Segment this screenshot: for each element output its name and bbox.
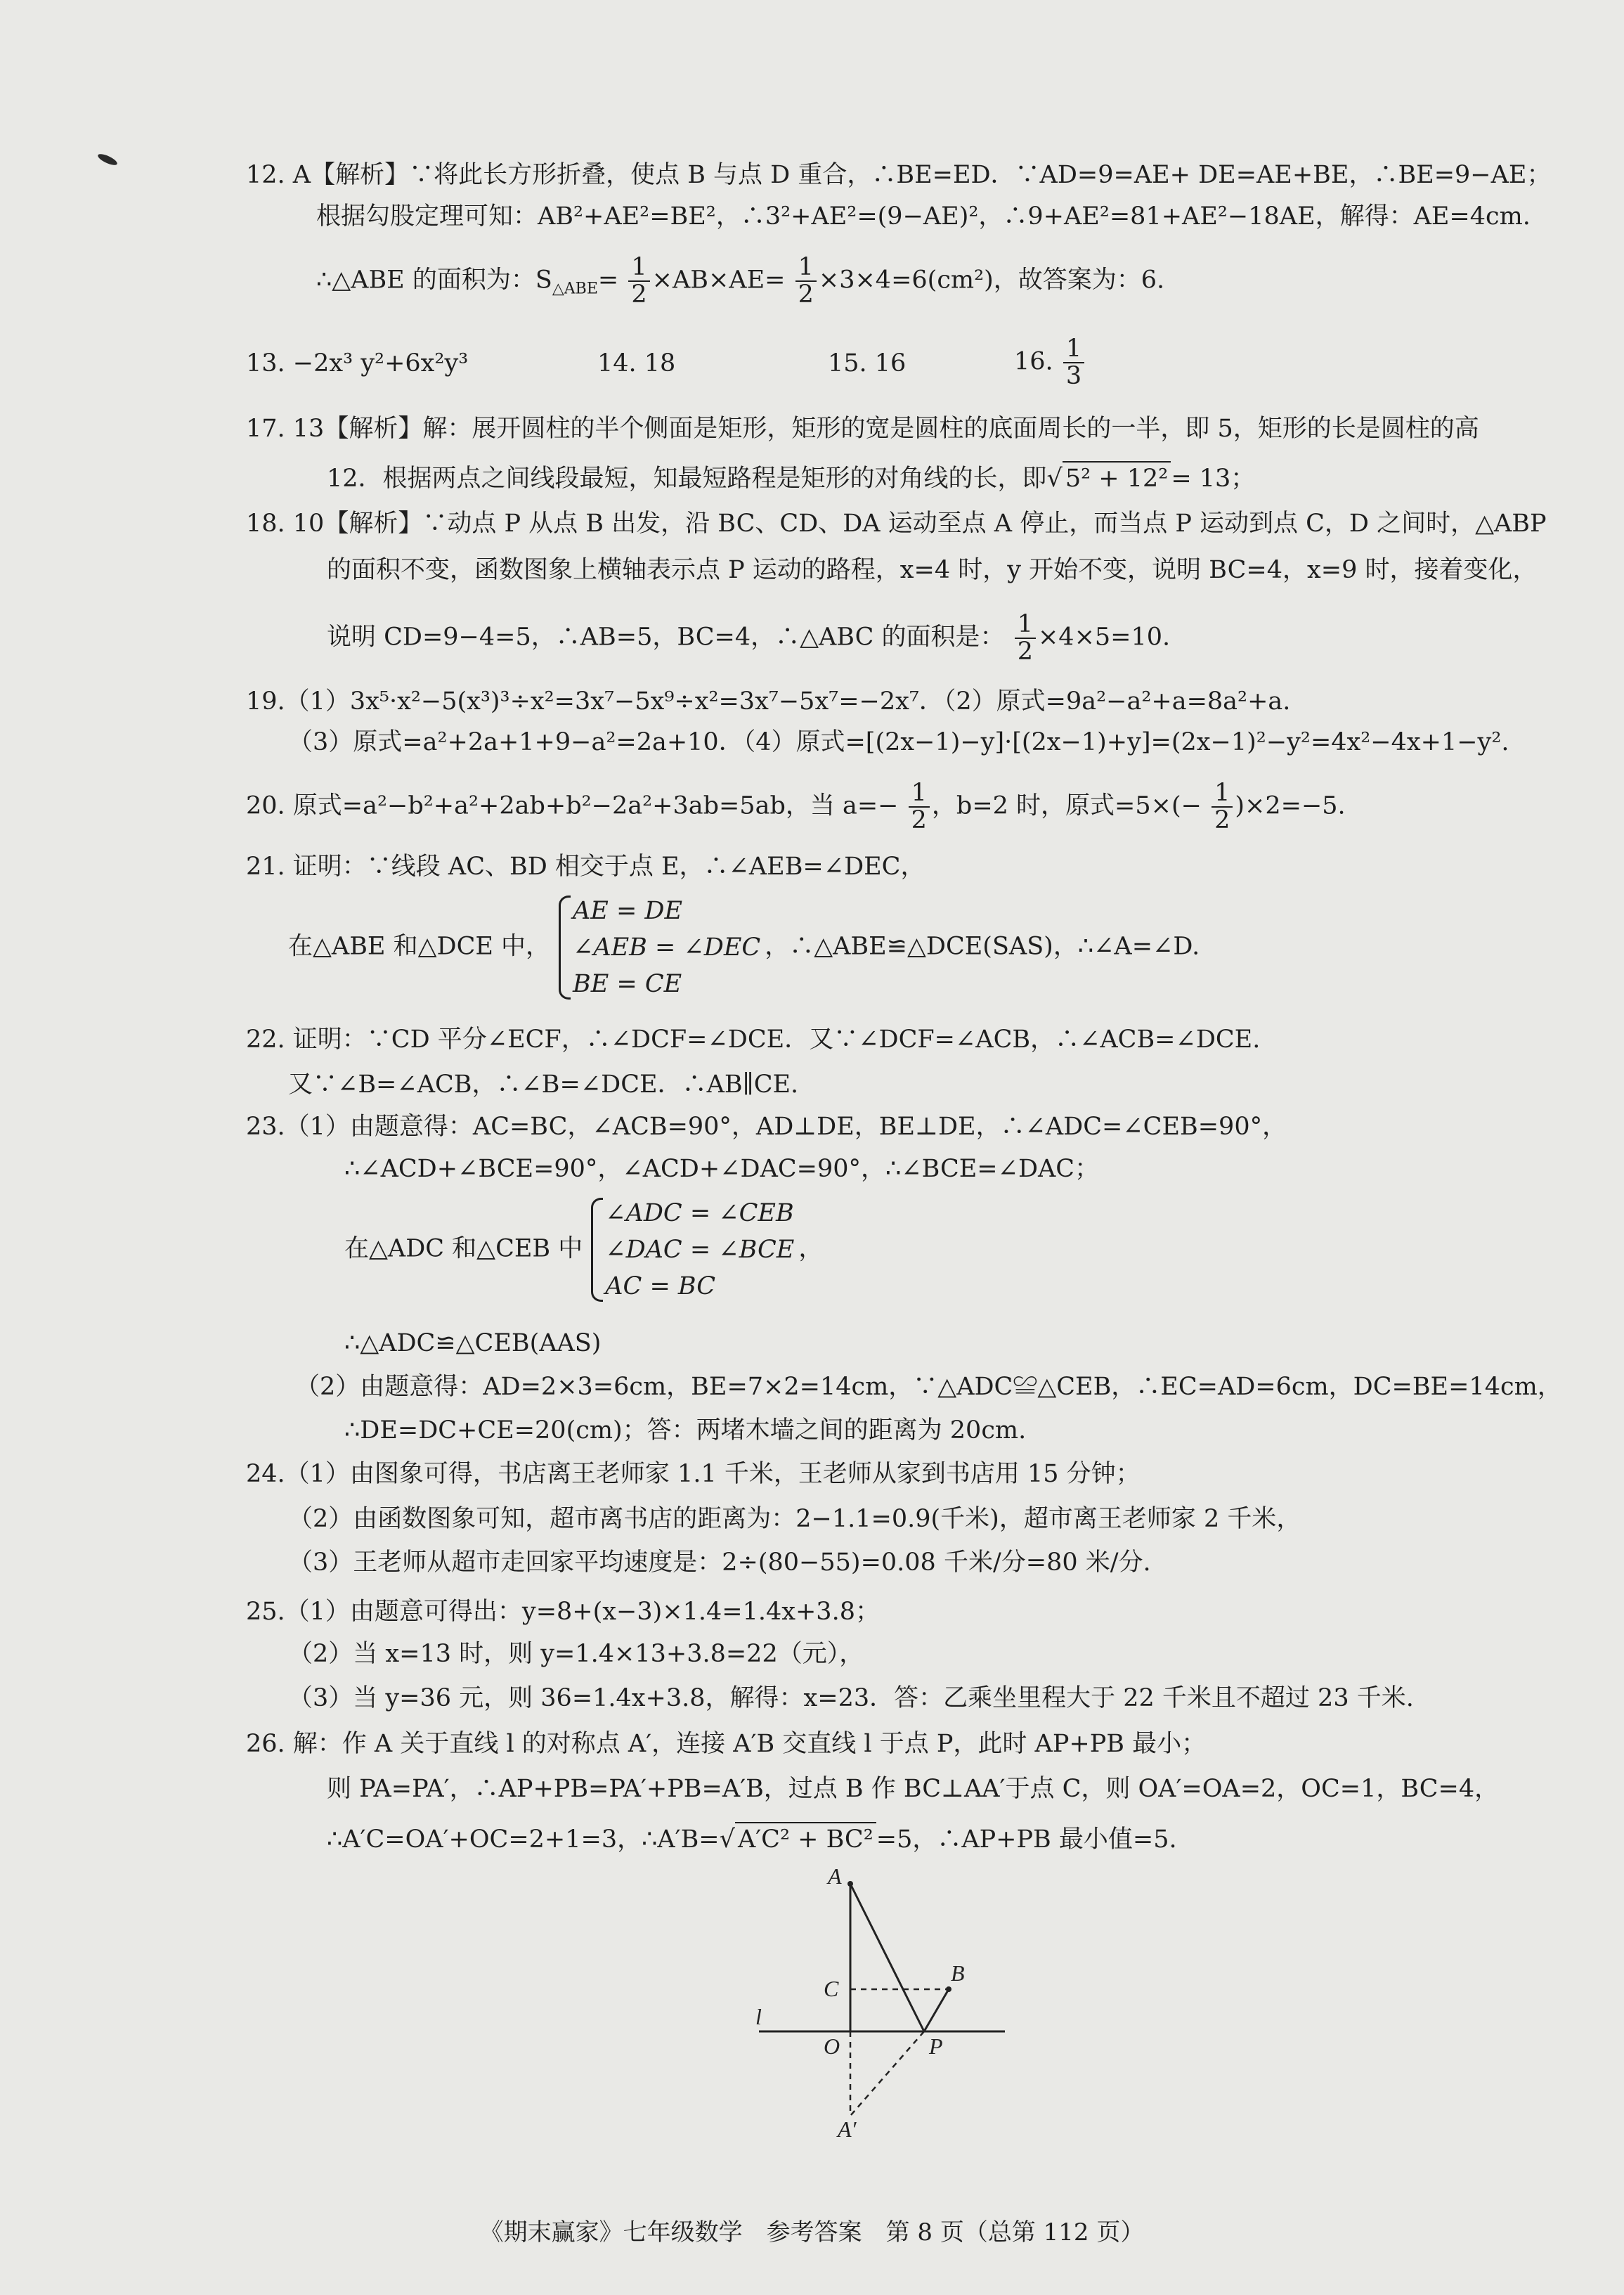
answer-26-line-3: ∴A′C=OA′+OC=2+1=3，∴A′B=√ A′C² + BC² =5，∴AP+PB 最小值=5.: [327, 1822, 1177, 1856]
fraction: [1063, 336, 1084, 389]
condition: ∠DAC = ∠BCE: [605, 1236, 795, 1264]
answer-25-line-3: （3）当 y=36 元，则 36=1.4x+3.8，解得：x=23．答：乙乘坐里程大于 22 千米且不超过 23 千米.: [288, 1684, 1414, 1712]
answer-12-line-1: 12. A【解析】∵将此长方形折叠，使点 B 与点 D 重合，∴BE=ED．∵AD=9=AE+ DE=AE+BE，∴BE=9−AE；: [246, 161, 1552, 189]
fraction: [628, 254, 649, 308]
text-segment: 说明 CD=9−4=5，∴AB=5，BC=4，∴△ABC 的面积是：: [327, 623, 1005, 652]
subscript: △ABE: [552, 280, 598, 298]
text-segment: ×4×5=10.: [1037, 623, 1171, 652]
numerator: 1: [1063, 336, 1084, 363]
denominator: 2: [631, 280, 647, 309]
segment-PB: [924, 1989, 949, 2031]
answer-23-line-4: ∴△ADC≌△CEB(AAS): [344, 1329, 602, 1357]
label-C: C: [824, 1976, 839, 2001]
answer-15: 15. 16: [828, 349, 907, 377]
text-segment: 16.: [1014, 347, 1053, 376]
answer-18-line-2: 的面积不变，函数图象上横轴表示点 P 运动的路程，x=4 时，y 开始不变，说明 BC=4，x=9 时，接着变化，: [327, 556, 1538, 584]
text-segment: =: [597, 266, 619, 295]
point-A: [847, 1881, 853, 1887]
label-P: P: [929, 2034, 943, 2059]
fraction: [795, 254, 817, 308]
answer-19-line-2: （3）原式=a²+2a+1+9−a²=2a+10．（4）原式=[(2x−1)−y]·[(2x−1)+y]=(2x−1)²−y²=4x²−4x+1−y².: [288, 728, 1509, 756]
text-segment: = 13；: [1171, 465, 1256, 493]
text-segment: ，b=2 时，原式=5×(−: [931, 791, 1202, 820]
answer-24-line-3: （3）王老师从超市走回家平均速度是：2÷(80−55)=0.08 千米/分=80 米/分.: [288, 1549, 1151, 1577]
answer-22-line-2: 又∵∠B=∠ACB，∴∠B=∠DCE．∴AB∥CE.: [288, 1071, 799, 1099]
page-footer: 《期末赢家》七年级数学 参考答案 第 8 页（总第 112 页）: [479, 2218, 1145, 2246]
answer-17-line-2: 12．根据两点之间线段最短，知最短路程是矩形的对角线的长，即√ 5² + 12² = 13；: [327, 461, 1255, 495]
label-B: B: [951, 1960, 965, 1986]
text-segment: ×AB×AE=: [651, 266, 786, 295]
answer-14: 14. 18: [597, 349, 676, 377]
fraction: [909, 780, 930, 834]
answer-22-line-1: 22. 证明：∵CD 平分∠ECF，∴∠DCF=∠DCE．又∵∠DCF=∠ACB，∴∠ACB=∠DCE.: [246, 1026, 1261, 1054]
text-segment: ×3×4=6(cm²)，故答案为：6.: [818, 266, 1165, 295]
segment-PA-prime: [850, 2031, 924, 2116]
text-segment: =5，∴AP+PB 最小值=5.: [876, 1825, 1177, 1854]
denominator: 2: [1214, 806, 1230, 834]
answer-16: [1014, 336, 1086, 389]
answer-25-line-2: （2）当 x=13 时，则 y=1.4×13+3.8=22（元），: [288, 1640, 864, 1668]
numerator: 1: [909, 780, 930, 808]
condition: ∠ADC = ∠CEB: [605, 1199, 794, 1227]
answer-19-line-1: 19.（1）3x⁵·x²−5(x³)³÷x²=3x⁷−5x⁹÷x²=3x⁷−5x⁷=−2x⁷．（2）原式=9a²−a²+a=8a²+a.: [246, 687, 1291, 716]
point-B: [946, 1986, 951, 1992]
answer-12-line-3: [316, 254, 1164, 308]
text-segment: 12．根据两点之间线段最短，知最短路程是矩形的对角线的长，即: [327, 465, 1047, 493]
geometry-figure: [745, 1863, 1012, 2144]
text-segment: )×2=−5.: [1235, 791, 1346, 820]
denominator: 3: [1065, 361, 1082, 390]
equation-system: [587, 1195, 794, 1305]
answer-18-line-1: 18. 10【解析】∵动点 P 从点 B 出发，沿 BC、CD、DA 运动至点 A 停止，而当点 P 运动到点 C，D 之间时，△ABP: [246, 510, 1547, 538]
text-segment: ，: [798, 1234, 824, 1263]
answer-18-line-3: [327, 612, 1170, 665]
denominator: 2: [911, 806, 927, 834]
label-l: l: [755, 2004, 762, 2029]
numerator: 1: [1015, 612, 1036, 639]
text-segment: 在△ADC 和△CEB 中: [344, 1234, 583, 1263]
label-A-prime: A′: [838, 2116, 857, 2142]
answer-20: [246, 780, 1346, 834]
segment-AP: [850, 1884, 924, 2031]
denominator: 2: [1017, 637, 1033, 666]
answer-21-line-1: 21. 证明：∵线段 AC、BD 相交于点 E，∴∠AEB=∠DEC，: [246, 853, 925, 881]
answer-23-line-3: [344, 1195, 823, 1305]
text-segment: 在△ABE 和△DCE 中，: [288, 932, 551, 961]
numerator: 1: [628, 254, 649, 282]
numerator: 1: [1211, 780, 1233, 808]
text-segment: ，∴△ABE≌△DCE(SAS)，∴∠A=∠D.: [765, 932, 1200, 961]
numerator: 1: [795, 254, 817, 282]
answer-26-line-1: 26. 解：作 A 关于直线 l 的对称点 A′，连接 A′B 交直线 l 于点 P，此时 AP+PB 最小；: [246, 1730, 1207, 1758]
answer-24-line-1: 24.（1）由图象可得，书店离王老师家 1.1 千米，王老师从家到书店用 15 分钟；: [246, 1460, 1141, 1488]
condition: ∠AEB = ∠DEC: [573, 933, 761, 962]
answer-21-line-2: [288, 893, 1200, 1002]
answer-23-line-5: （2）由题意得：AD=2×3=6cm，BE=7×2=14cm，∵△ADC≌△CEB，∴EC=AD=6cm，DC=BE=14cm，: [295, 1373, 1562, 1401]
answer-23-line-2: ∴∠ACD+∠BCE=90°，∠ACD+∠DAC=90°，∴∠BCE=∠DAC；: [344, 1155, 1100, 1183]
condition: AC = BC: [605, 1272, 716, 1300]
answer-23-line-1: 23.（1）由题意得：AC=BC，∠ACB=90°，AD⊥DE，BE⊥DE，∴∠ADC=∠CEB=90°，: [246, 1113, 1287, 1141]
answer-24-line-2: （2）由函数图象可知，超市离书店的距离为：2−1.1=0.9(千米)，超市离王老师家 2 千米，: [288, 1505, 1301, 1533]
scan-mark: [96, 152, 118, 167]
answer-25-line-1: 25.（1）由题意可得出：y=8+(x−3)×1.4=1.4x+3.8；: [246, 1598, 880, 1626]
text-segment: ∴A′C=OA′+OC=2+1=3，∴A′B=: [327, 1825, 720, 1854]
answer-17-line-1: 17. 13【解析】解：展开圆柱的半个侧面是矩形，矩形的宽是圆柱的底面周长的一半，即 5，矩形的长是圆柱的高: [246, 415, 1479, 443]
condition: BE = CE: [573, 970, 682, 998]
answer-26-line-2: 则 PA=PA′，∴AP+PB=PA′+PB=A′B，过点 B 作 BC⊥AA′于点 C，则 OA′=OA=2，OC=1，BC=4，: [327, 1775, 1500, 1803]
equation-system: [554, 893, 760, 1002]
denominator: 2: [798, 280, 814, 309]
answer-12-line-2: 根据勾股定理可知：AB²+AE²=BE²，∴3²+AE²=(9−AE)²，∴9+AE²=81+AE²−18AE，解得：AE=4cm.: [316, 202, 1531, 231]
answer-13: 13. −2x³ y²+6x²y³: [246, 349, 469, 377]
text-segment: 20. 原式=a²−b²+a²+2ab+b²−2a²+3ab=5ab，当 a=−: [246, 791, 899, 820]
fraction: [1015, 612, 1036, 665]
label-A: A: [828, 1863, 842, 1889]
condition: AE = DE: [573, 897, 683, 925]
fraction: [1211, 780, 1233, 834]
label-O: O: [824, 2034, 840, 2059]
answer-23-line-6: ∴DE=DC+CE=20(cm)；答：两堵木墙之间的距离为 20cm.: [344, 1416, 1027, 1444]
square-root: A′C² + BC²: [735, 1822, 876, 1856]
square-root: 5² + 12²: [1063, 461, 1171, 495]
text-segment: ∴△ABE 的面积为：S: [316, 266, 552, 295]
